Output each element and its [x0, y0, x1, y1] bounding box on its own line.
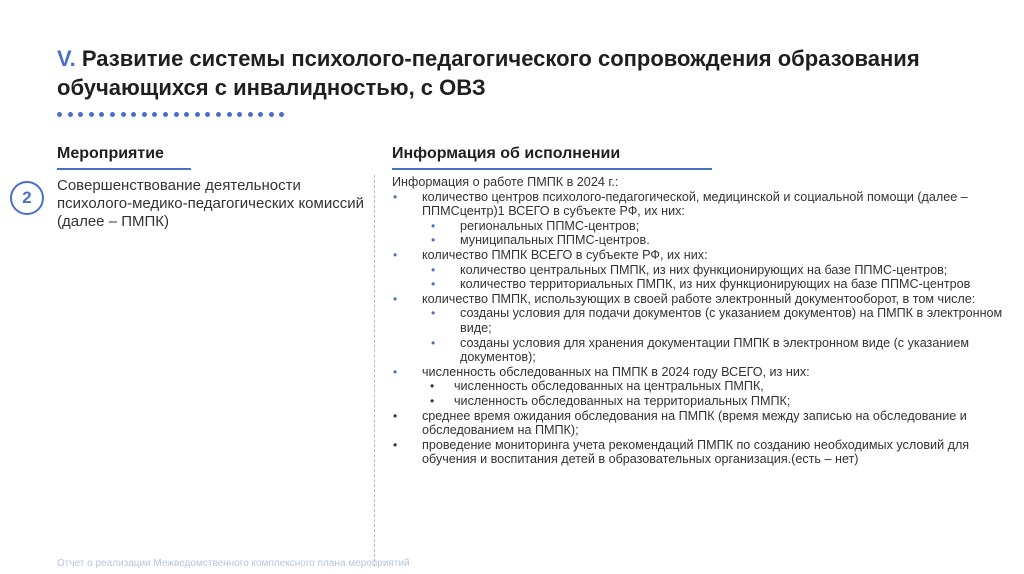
item-number-badge: 2	[10, 181, 44, 215]
list-item: • количество территориальных ПМПК, из них функционирующих на базе ППМС-центров	[392, 277, 1012, 292]
list-item: • количество центральных ПМПК, из них функционирующих на базе ППМС-центров;	[392, 263, 1012, 278]
list-item: • проведение мониторинга учета рекомендаций ПМПК по созданию необходимых условий для обучения и воспитания детей в образовательных организация.(есть – нет)	[392, 438, 1012, 467]
slide-title	[57, 44, 997, 102]
list-item: • муниципальных ППМС-центров.	[392, 233, 1012, 248]
list-item: • среднее время ожидания обследования на ПМПК (время между записью на обследование и обследованием на ПМПК);	[392, 409, 1012, 438]
dotted-divider	[57, 112, 284, 117]
list-item: • количество ПМПК, использующих в своей работе электронный документооборот, в том числе:	[392, 292, 1012, 307]
section-number: V.	[57, 46, 76, 71]
heading-underline	[57, 168, 191, 170]
list-item: • количество ПМПК ВСЕГО в субъекте РФ, их них:	[392, 248, 1012, 263]
list-item: • региональных ППМС-центров;	[392, 219, 1012, 234]
info-intro: Информация о работе ПМПК в 2024 г.:	[392, 175, 619, 189]
list-item: • созданы условия для хранения документации ПМПК в электронном виде (с указанием документов);	[392, 336, 1012, 365]
heading-underline	[392, 168, 712, 170]
info-list	[392, 190, 1012, 467]
list-item: • численность обследованных на центральных ПМПК,	[392, 379, 1012, 394]
column-heading-event: Мероприятие	[57, 145, 164, 162]
column-heading-info: Информация об исполнении	[392, 145, 621, 162]
list-item: • созданы условия для подачи документов (с указанием документов) на ПМПК в электронном виде;	[392, 306, 1012, 335]
event-description: Совершенствование деятельности психолого-медико-педагогических комиссий (далее – ПМПК)	[57, 177, 364, 230]
list-item: • количество центров психолого-педагогической, медицинской и социальной помощи (далее – ППМСцентр)1 ВСЕГО в субъекте РФ, их них:	[392, 190, 1012, 219]
info-block	[392, 175, 1012, 467]
list-item: • численность обследованных на ПМПК в 2024 году ВСЕГО, из них:	[392, 365, 1012, 380]
list-item: • численность обследованных на территориальных ПМПК;	[392, 394, 1012, 409]
footer-text: Отчет о реализации Межведомственного комплексного плана мероприятий	[57, 558, 410, 569]
title-text: Развитие системы психолого-педагогического сопровождения образования обучающихся с инвалидностью, с ОВЗ	[57, 46, 920, 100]
column-divider	[374, 175, 375, 567]
